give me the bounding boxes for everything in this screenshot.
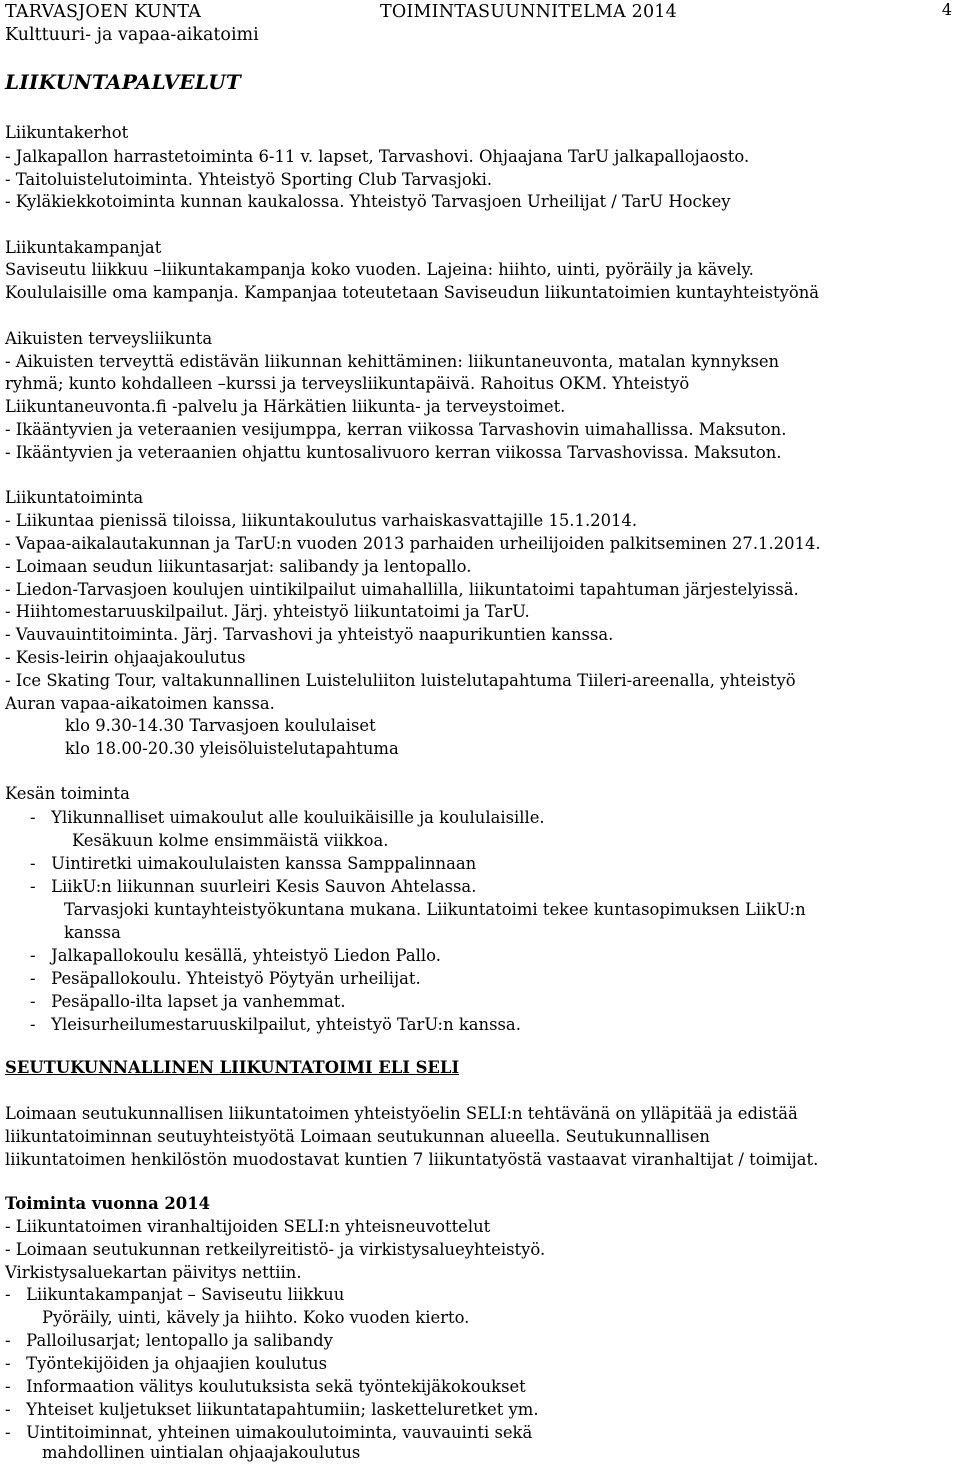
text-line: Saviseutu liikkuu –liikuntakampanja koko vuoden. Lajeina: hiihto, uinti, pyöräily ja kävely. xyxy=(5,260,754,279)
text-line: Auran vapaa-aikatoimen kanssa. xyxy=(5,694,275,713)
org-name: TARVASJOEN KUNTA xyxy=(5,2,202,22)
schedule-line: klo 9.30-14.30 Tarvasjoen koululaiset xyxy=(65,716,376,735)
text-line: - Liikuntaa pienissä tiloissa, liikuntakoulutus varhaiskasvattajille 15.1.2014. xyxy=(5,511,638,530)
text-line: Virkistysaluekartan päivitys nettiin. xyxy=(5,1263,302,1282)
list-item: - Jalkapallokoulu kesällä, yhteistyö Liedon Pallo. xyxy=(30,946,441,965)
text-line: - Loimaan seudun liikuntasarjat: salibandy ja lentopallo. xyxy=(5,557,472,576)
text-line: - Hiihtomestaruuskilpailut. Järj. yhteistyö liikuntatoimi ja TarU. xyxy=(5,602,530,621)
list-item: - Liikuntakampanjat – Saviseutu liikkuu xyxy=(5,1285,345,1304)
text-line: - Liedon-Tarvasjoen koulujen uintikilpailut uimahallilla, liikuntatoimi tapahtuman järjestelyissä. xyxy=(5,580,799,599)
subheading: Aikuisten terveysliikunta xyxy=(5,329,213,348)
page-header xyxy=(5,0,952,50)
list-item: - Ylikunnalliset uimakoulut alle kouluikäisille ja koululaisille. xyxy=(30,808,545,827)
text-line: - Loimaan seutukunnan retkeilyreitistö- ja virkistysalueyhteistyö. xyxy=(5,1240,546,1259)
text-line: - Jalkapallon harrastetoiminta 6-11 v. lapset, Tarvashovi. Ohjaajana TarU jalkapallojaosto. xyxy=(5,147,750,166)
schedule-line: klo 18.00-20.30 yleisöluistelutapahtuma xyxy=(65,739,399,758)
text-line: Loimaan seutukunnallisen liikuntatoimen yhteistyöelin SELI:n tehtävänä on ylläpitää ja edistää xyxy=(5,1104,798,1123)
text-line: - Aikuisten terveyttä edistävän liikunnan kehittäminen: liikuntaneuvonta, matalan kynnyksen xyxy=(5,352,780,371)
list-item: - LiikU:n liikunnan suurleiri Kesis Sauvon Ahtelassa. xyxy=(30,877,477,896)
text-line: - Kesis-leirin ohjaajakoulutus xyxy=(5,648,246,667)
subheading: Liikuntakampanjat xyxy=(5,238,162,257)
text-line: mahdollinen uintialan ohjaajakoulutus xyxy=(42,1443,361,1462)
section-heading: SEUTUKUNNALLINEN LIIKUNTATOIMI ELI SELI xyxy=(5,1058,460,1077)
list-item: - Yleisurheilumestaruuskilpailut, yhteistyö TarU:n kanssa. xyxy=(30,1015,521,1034)
text-line: Kesäkuun kolme ensimmäistä viikkoa. xyxy=(72,831,389,850)
subheading: Liikuntatoiminta xyxy=(5,488,144,507)
subheading: Liikuntakerhot xyxy=(5,123,129,142)
text-line: - Vauvauintitoiminta. Järj. Tarvashovi ja yhteistyö naapurikuntien kanssa. xyxy=(5,625,614,644)
text-line: Pyöräily, uinti, kävely ja hiihto. Koko vuoden kierto. xyxy=(42,1308,470,1327)
text-line: liikuntatoimen henkilöstön muodostavat kuntien 7 liikuntatyöstä vastaavat viranhaltijat / toimijat. xyxy=(5,1150,819,1169)
section-title: LIIKUNTAPALVELUT xyxy=(5,70,242,94)
list-item: - Työntekijöiden ja ohjaajien koulutus xyxy=(5,1354,328,1373)
text-line: - Ikääntyvien ja veteraanien vesijumppa, kerran viikossa Tarvashovin uimahallissa. Maksuton. xyxy=(5,420,787,439)
text-line: - Vapaa-aikalautakunnan ja TarU:n vuoden 2013 parhaiden urheilijoiden palkitseminen 27.1.2014. xyxy=(5,534,821,553)
list-item: - Palloilusarjat; lentopallo ja salibandy xyxy=(5,1331,333,1350)
text-line: Koululaisille oma kampanja. Kampanjaa toteutetaan Saviseudun liikuntatoimien kuntayhteistyönä xyxy=(5,283,820,302)
text-line: liikuntatoiminnan seutuyhteistyötä Loimaan seutukunnan alueella. Seutukunnallisen xyxy=(5,1127,710,1146)
text-line: kanssa xyxy=(64,923,121,942)
list-item: - Informaation välitys koulutuksista sekä työntekijäkokoukset xyxy=(5,1377,526,1396)
list-item: - Yhteiset kuljetukset liikuntatapahtumiin; lasketteluretket ym. xyxy=(5,1400,539,1419)
department-name: Kulttuuri- ja vapaa-aikatoimi xyxy=(5,25,259,45)
list-item: - Pesäpallokoulu. Yhteistyö Pöytyän urheilijat. xyxy=(30,969,421,988)
text-line: - Ice Skating Tour, valtakunnallinen Luisteluliiton luistelutapahtuma Tiileri-areenalla, yhteistyö xyxy=(5,671,796,690)
list-item: - Uintiretki uimakoululaisten kanssa Samppalinnaan xyxy=(30,854,477,873)
list-item: - Uintitoiminnat, yhteinen uimakoulutoiminta, vauvauinti sekä xyxy=(5,1423,533,1442)
text-line: - Kyläkiekkotoiminta kunnan kaukalossa. Yhteistyö Tarvasjoen Urheilijat / TarU Hockey xyxy=(5,192,731,211)
text-line: - Ikääntyvien ja veteraanien ohjattu kuntosalivuoro kerran viikossa Tarvashovissa. Maksuton. xyxy=(5,443,782,462)
text-line: Tarvasjoki kuntayhteistyökuntana mukana. Liikuntatoimi tekee kuntasopimuksen LiikU:n xyxy=(64,900,806,919)
subheading: Kesän toiminta xyxy=(5,784,130,803)
document-title: TOIMINTASUUNNITELMA 2014 xyxy=(380,2,677,22)
list-item: - Pesäpallo-ilta lapset ja vanhemmat. xyxy=(30,992,346,1011)
text-line: - Liikuntatoimen viranhaltijoiden SELI:n yhteisneuvottelut xyxy=(5,1217,491,1236)
page-number: 4 xyxy=(941,0,952,19)
text-line: Liikuntaneuvonta.fi -palvelu ja Härkätien liikunta- ja terveystoimet. xyxy=(5,397,566,416)
subheading: Toiminta vuonna 2014 xyxy=(5,1194,211,1213)
text-line: ryhmä; kunto kohdalleen –kurssi ja terveysliikuntapäivä. Rahoitus OKM. Yhteistyö xyxy=(5,374,690,393)
text-line: - Taitoluistelutoiminta. Yhteistyö Sporting Club Tarvasjoki. xyxy=(5,170,493,189)
